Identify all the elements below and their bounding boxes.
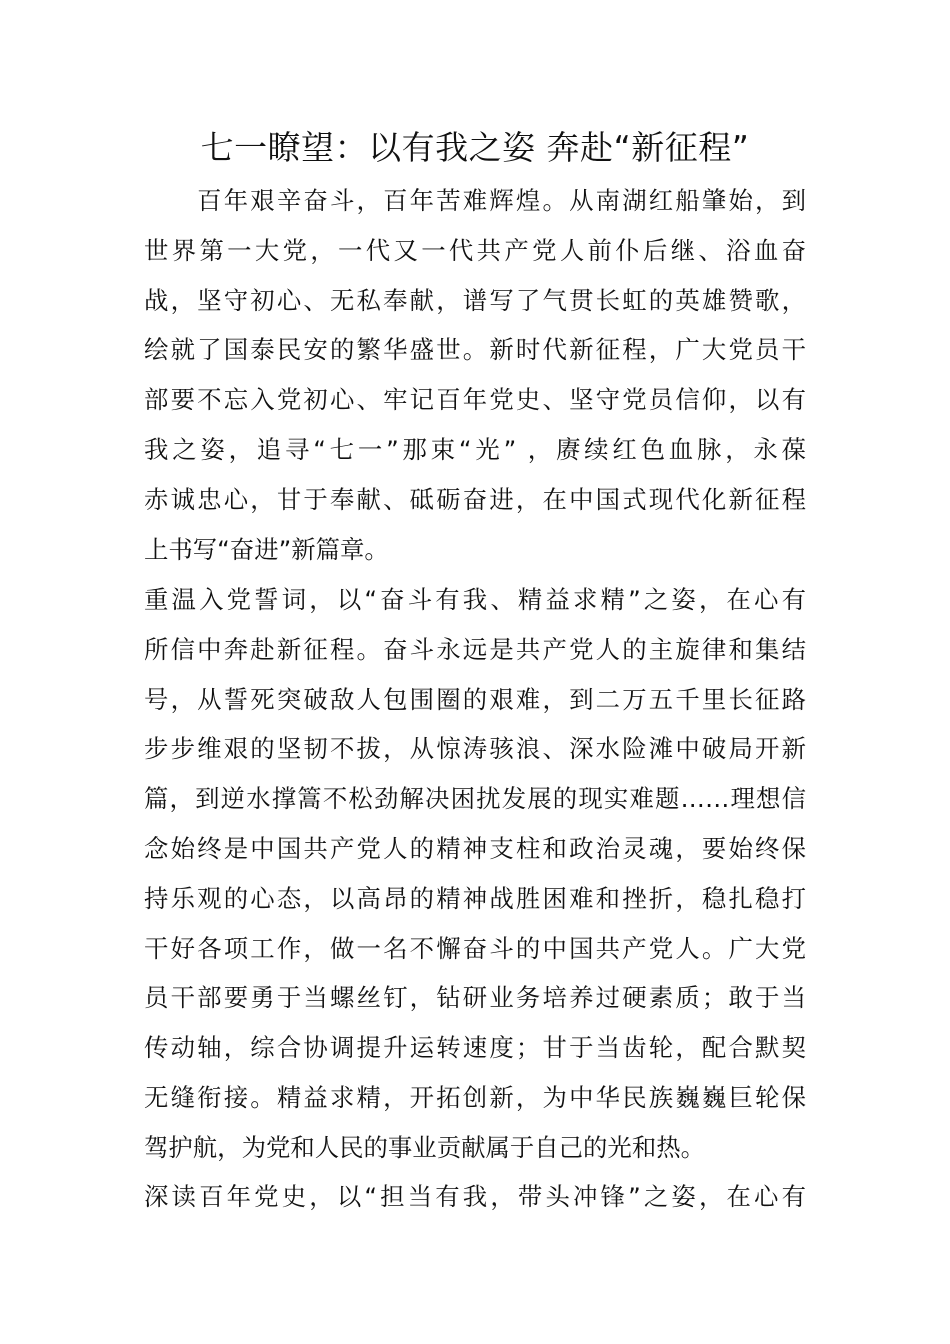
paragraph-2: [144, 575, 806, 1173]
paragraph-line: 驾护航，为党和人民的事业贡献属于自己的光和热。: [144, 1132, 705, 1162]
paragraph-line: 上书写“奋进”新篇章。: [144, 534, 389, 564]
paragraph-line: 绘就了国泰民安的繁华盛世。新时代新征程，广大党员干: [144, 335, 806, 365]
paragraph-line: 百年艰辛奋斗，百年苦难辉煌。从南湖红船肇始，到: [144, 186, 806, 215]
paragraph-line: 干好各项工作，做一名不懈奋斗的中国共产党人。广大党: [144, 933, 806, 963]
paragraph-line: 员干部要勇于当螺丝钉，钻研业务培养过硬素质；敢于当: [144, 983, 806, 1013]
paragraph-line: 部要不忘入党初心、牢记百年党史、坚守党员信仰，以有: [144, 385, 806, 415]
paragraph-line: 重温入党誓词，以“奋斗有我、精益求精”之姿，在心有: [144, 585, 806, 614]
paragraph-line: 我之姿，追寻“七一”那束“光” ，赓续红色血脉，永葆: [144, 434, 806, 464]
paragraph-1: [144, 176, 806, 574]
paragraph-line: 赤诚忠心，甘于奉献、砥砺奋进，在中国式现代化新征程: [144, 484, 806, 514]
paragraph-line: 持乐观的心态，以高昂的精神战胜困难和挫折，稳扎稳打: [144, 883, 806, 913]
paragraph-3: [144, 1172, 806, 1222]
paragraph-line: 所信中奔赴新征程。奋斗永远是共产党人的主旋律和集结: [144, 634, 806, 664]
paragraph-line: 号，从誓死突破敌人包围圈的艰难，到二万五千里长征路: [144, 684, 806, 714]
paragraph-line: 无缝衔接。精益求精，开拓创新，为中华民族巍巍巨轮保: [144, 1082, 806, 1112]
paragraph-line: 世界第一大党，一代又一代共产党人前仆后继、浴血奋: [144, 235, 806, 265]
paragraph-line: 传动轴，综合协调提升运转速度；甘于当齿轮，配合默契: [144, 1033, 806, 1063]
paragraph-line: 步步维艰的坚韧不拔，从惊涛骇浪、深水险滩中破局开新: [144, 734, 806, 764]
paragraph-line: 深读百年党史，以“担当有我，带头冲锋”之姿，在心有: [144, 1182, 806, 1211]
document-title: 七一瞭望：以有我之姿 奔赴“新征程”: [200, 128, 750, 167]
paragraph-line: 战，坚守初心、无私奉献，谱写了气贯长虹的英雄赞歌，: [144, 285, 806, 315]
paragraph-line: 念始终是中国共产党人的精神支柱和政治灵魂，要始终保: [144, 833, 806, 863]
paragraph-line: 篇，到逆水撑篙不松劲解决困扰发展的现实难题……理想信: [144, 784, 806, 814]
